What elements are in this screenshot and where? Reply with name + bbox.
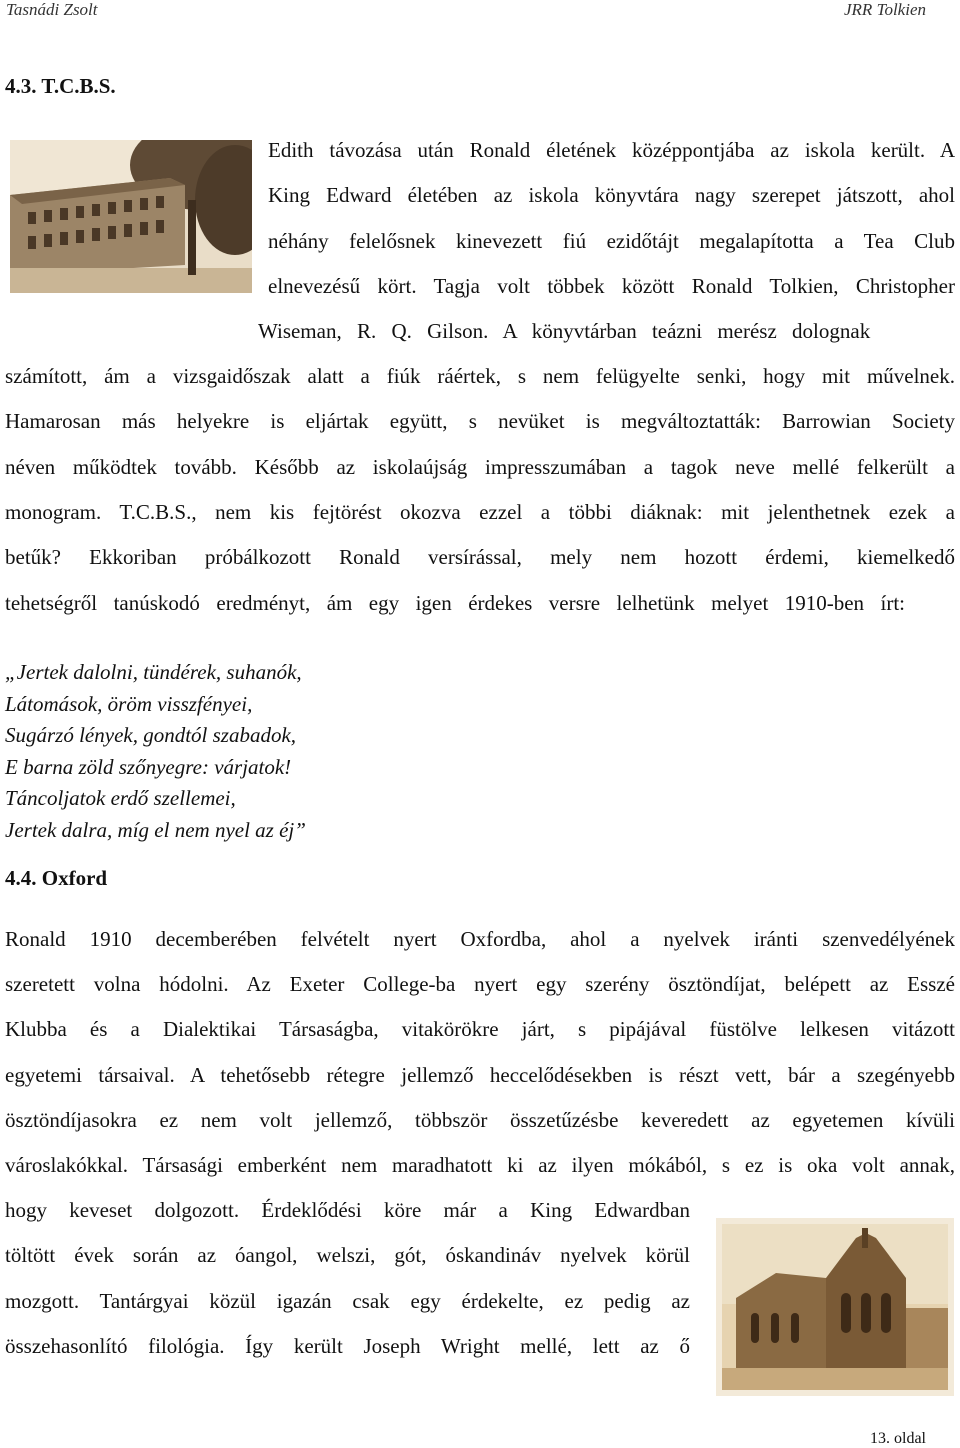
text-line: mozgott. Tantárgyai közül igazán csak egy érdekelte, ez pedig az [5, 1289, 690, 1313]
text-line: hogy keveset dolgozott. Érdeklődési köre már a King Edwardban [5, 1198, 690, 1222]
section-heading-oxford: 4.4. Oxford [5, 866, 108, 890]
header-title: JRR Tolkien [844, 0, 926, 19]
text-line: töltött évek során az óangol, welszi, gót, óskandináv nyelvek körül [5, 1243, 690, 1267]
text-line [258, 319, 955, 344]
text-line: szeretett volna hódolni. Az Exeter College-ba nyert egy szerény ösztöndíjat, belépett az Esszé [5, 972, 955, 996]
text-line: King Edward életében az iskola könyvtára nagy szerepet játszott, ahol [268, 183, 955, 207]
text-line: Klubba és a Dialektikai Társaságba, vitakörökre járt, s pipájával füstölve lelkesen vitázott [5, 1017, 955, 1041]
text-line: Ronald 1910 decemberében felvételt nyert Oxfordba, ahol a nyelvek iránti szenvedélyének [5, 927, 955, 951]
oxford-chapel-photo [716, 1218, 954, 1396]
text-line: Edith távozása után Ronald életének középpontjába az iskola került. A [268, 138, 955, 162]
text-line: összehasonlító filológia. Így került Joseph Wright mellé, lett az ő [5, 1334, 690, 1358]
poem-line: Jertek dalra, míg el nem nyel az éj” [5, 817, 306, 842]
text-line: néhány felelősnek kinevezett fiú ezidőtájt megalapította a Tea Club [268, 229, 955, 253]
section-heading-tcbs: 4.3. T.C.B.S. [5, 74, 116, 98]
text-line: elnevezésű kört. Tagja volt többek között Ronald Tolkien, Christopher [268, 274, 955, 298]
poem-line: „Jertek dalolni, tündérek, suhanók, [5, 660, 302, 684]
text-line: egyetemi társaival. A tehetősebb rétegre jellemző heccelődésekben is részt vett, bár a szegényebb [5, 1063, 955, 1087]
text-line: tehetségről tanúskodó eredményt, ám egy igen érdekes versre lelhetünk melyet 1910-ben írt: [5, 591, 905, 615]
school-photo [10, 140, 252, 293]
text-line: néven működtek tovább. Később az iskolaújság impresszumában a tagok neve mellé felkerült a [5, 455, 955, 479]
header-author: Tasnádi Zsolt [6, 0, 98, 19]
text-line: városlakókkal. Társasági emberként nem maradhatott ki az ilyen mókából, s ez is oka volt annak, [5, 1153, 955, 1177]
text-line: ösztöndíjasokra ez nem volt jellemző, többször összetűzésbe keveredett az egyetemen kívüli [5, 1108, 955, 1132]
poem-line: E barna zöld szőnyegre: várjatok! [5, 754, 292, 779]
text-line: számított, ám a vizsgaidőszak alatt a fiúk ráértek, s nem felügyelte senki, hogy mit művelnek. [5, 364, 955, 388]
poem-line: Táncoljatok erdő szellemei, [5, 786, 236, 810]
text-line: betűk? Ekkoriban próbálkozott Ronald versírással, mely nem hozott érdemi, kiemelkedő [5, 545, 955, 569]
poem-line: Látomások, öröm visszfényei, [5, 691, 253, 716]
poem [5, 657, 306, 846]
poem-line: Sugárzó lények, gondtól szabadok, [5, 723, 297, 747]
text-segment: Wiseman, R. Q. Gilson. A könyvtárban teázni merész dolognak [258, 319, 871, 343]
page-number: 13. oldal [870, 1430, 926, 1447]
text-line: monogram. T.C.B.S., nem kis fejtörést okozva ezzel a többi diáknak: mit jelenthetnek ezek a [5, 500, 955, 524]
text-line: Hamarosan más helyekre is eljártak együtt, s nevüket is megváltoztatták: Barrowian Society [5, 409, 955, 433]
